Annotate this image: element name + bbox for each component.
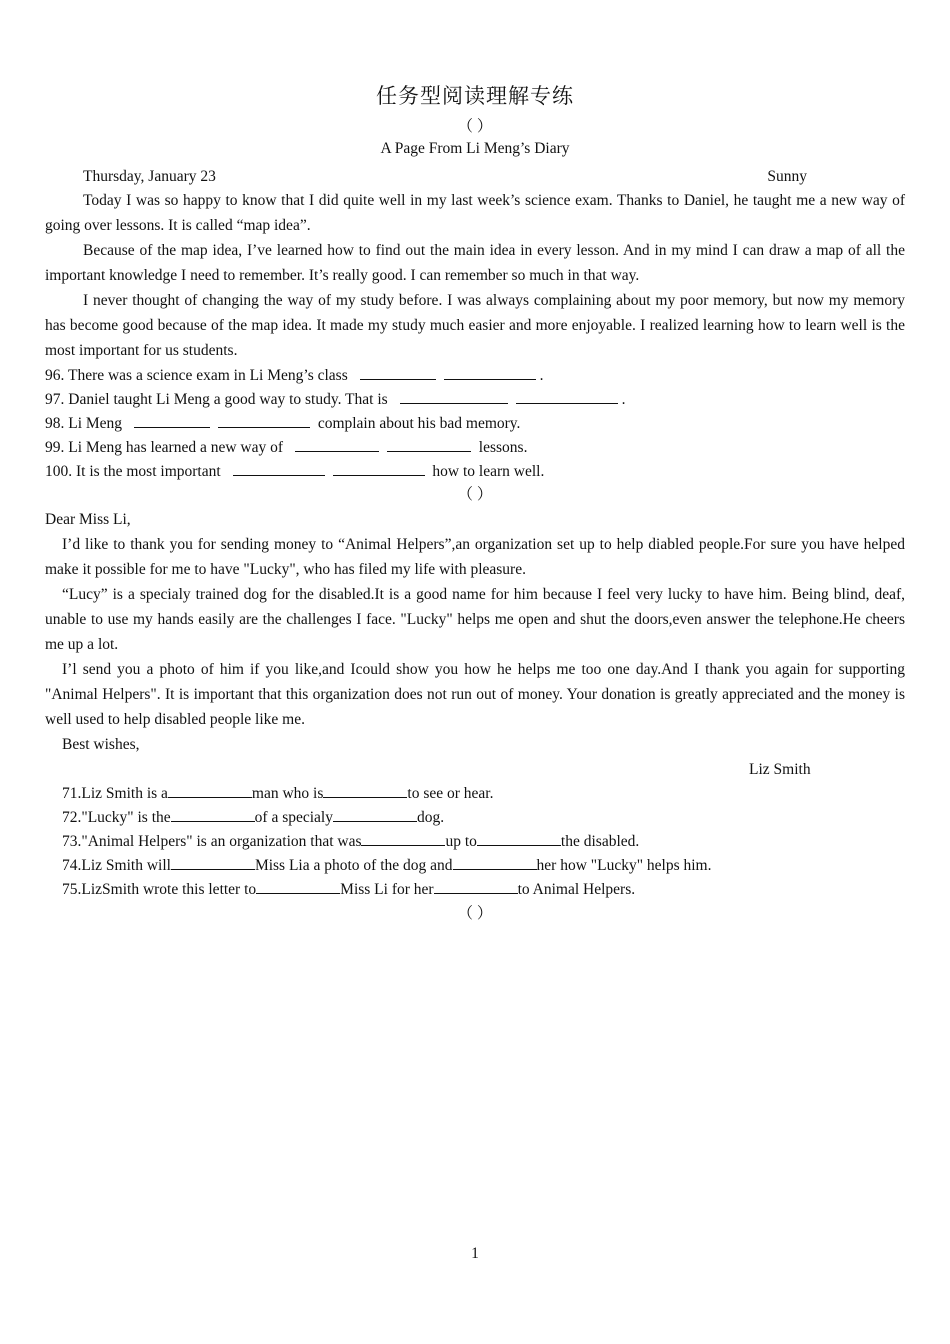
section-marker-1: （ ）	[457, 118, 493, 135]
letter-signature: Liz Smith	[749, 761, 811, 778]
answer-blank[interactable]	[360, 365, 436, 380]
page-title: 任务型阅读理解专练	[376, 84, 574, 108]
letter-paragraph: “Lucy” is a specialy trained dog for the disabled.It is a good name for him because I feel very lucky to have him. Being blind, deaf, unable to use my hands easily are the challenges I face. "Lucky" helps me open and shut the doors,even answer the telephone.He cheers me up a lot.	[45, 586, 905, 653]
question-text: 75.LizSmith wrote this letter to	[62, 881, 257, 898]
answer-blank[interactable]	[477, 832, 561, 846]
question-text: to see or hear.	[407, 785, 494, 802]
question-99	[45, 435, 905, 460]
question-text: .	[539, 367, 544, 384]
answer-blank[interactable]	[516, 389, 618, 404]
question-text: 98. Li Meng	[45, 415, 123, 432]
question-text: of a specialy	[254, 809, 333, 826]
answer-blank[interactable]	[256, 880, 340, 894]
diary-date: Thursday, January 23	[83, 168, 216, 185]
answer-blank[interactable]	[171, 856, 255, 870]
answer-blank[interactable]	[168, 784, 252, 798]
answer-blank[interactable]	[323, 784, 407, 798]
letter-closing: Best wishes,	[62, 736, 140, 753]
question-text: 73."Animal Helpers" is an organization that was	[62, 833, 362, 850]
answer-blank[interactable]	[333, 808, 417, 822]
question-text: 97. Daniel taught Li Meng a good way to study. That is	[45, 391, 388, 408]
diary-weather: Sunny	[767, 168, 807, 185]
question-98	[45, 411, 905, 436]
question-text: 74.Liz Smith will	[62, 857, 171, 874]
answer-blank[interactable]	[444, 365, 536, 380]
question-text: 72."Lucky" is the	[62, 809, 171, 826]
question-75	[62, 877, 922, 902]
question-73	[62, 829, 922, 854]
question-text: man who is	[251, 785, 324, 802]
question-text: 96. There was a science exam in Li Meng’s class	[45, 367, 348, 384]
answer-blank[interactable]	[434, 880, 518, 894]
question-text: complain about his bad memory.	[317, 415, 521, 432]
answer-blank[interactable]	[295, 437, 379, 452]
question-text: 71.Liz Smith is a	[62, 785, 168, 802]
letter-paragraph: I’l send you a photo of him if you like,and Icould show you how he helps me too one day.And I thank you again for supporting "Animal Helpers". It is important that this organization does not run out of money. Your donation is greatly appreciated and the money is well used to help disabled people like me.	[45, 661, 905, 728]
question-100	[45, 459, 905, 484]
answer-blank[interactable]	[333, 461, 425, 476]
letter-paragraph: I’d like to thank you for sending money to “Animal Helpers”,an organization set up to help diabled people.For sure you have helped make it possible for me to have "Lucky", who has filed my life with pleasure.	[45, 536, 905, 578]
section-marker-3: （ ）	[457, 905, 493, 922]
question-text: her how "Lucky" helps him.	[536, 857, 712, 874]
answer-blank[interactable]	[400, 389, 508, 404]
question-text: Miss Li for her	[340, 881, 434, 898]
answer-blank[interactable]	[361, 832, 445, 846]
answer-blank[interactable]	[171, 808, 255, 822]
question-text: 100. It is the most important	[45, 463, 221, 480]
question-text: dog.	[416, 809, 445, 826]
diary-heading: A Page From Li Meng’s Diary	[380, 140, 570, 157]
question-text: 99. Li Meng has learned a new way of	[45, 439, 284, 456]
letter-salutation: Dear Miss Li,	[45, 511, 131, 528]
question-text: .	[621, 391, 626, 408]
answer-blank[interactable]	[233, 461, 325, 476]
question-71	[62, 781, 922, 806]
question-text: Miss Lia a photo of the dog and	[254, 857, 453, 874]
answer-blank[interactable]	[387, 437, 471, 452]
question-97	[45, 387, 905, 412]
page-number: 1	[471, 1245, 479, 1262]
answer-blank[interactable]	[218, 413, 310, 428]
question-text: the disabled.	[560, 833, 640, 850]
question-text: to Animal Helpers.	[517, 881, 636, 898]
diary-date-line	[83, 164, 823, 189]
question-72	[62, 805, 922, 830]
answer-blank[interactable]	[134, 413, 210, 428]
diary-paragraph: Because of the map idea, I’ve learned how to find out the main idea in every lesson. And in my mind I can draw a map of all the important knowledge I need to remember. It’s really good. I can remember so much in that way.	[45, 242, 905, 284]
section-marker-2: （ ）	[457, 486, 493, 503]
question-text: lessons.	[478, 439, 528, 456]
question-text: how to learn well.	[432, 463, 545, 480]
question-96	[45, 363, 905, 388]
diary-paragraph: Today I was so happy to know that I did quite well in my last week’s science exam. Thanks to Daniel, he taught me a new way of going over lessons. It is called “map idea”.	[45, 192, 905, 234]
question-text: up to	[445, 833, 477, 850]
answer-blank[interactable]	[453, 856, 537, 870]
question-74	[62, 853, 922, 878]
diary-paragraph: I never thought of changing the way of my study before. I was always complaining about my poor memory, but now my memory has become good because of the map idea. It made my study much easier and more enjoyable. I realized learning how to learn well is the most important for us students.	[45, 292, 905, 359]
